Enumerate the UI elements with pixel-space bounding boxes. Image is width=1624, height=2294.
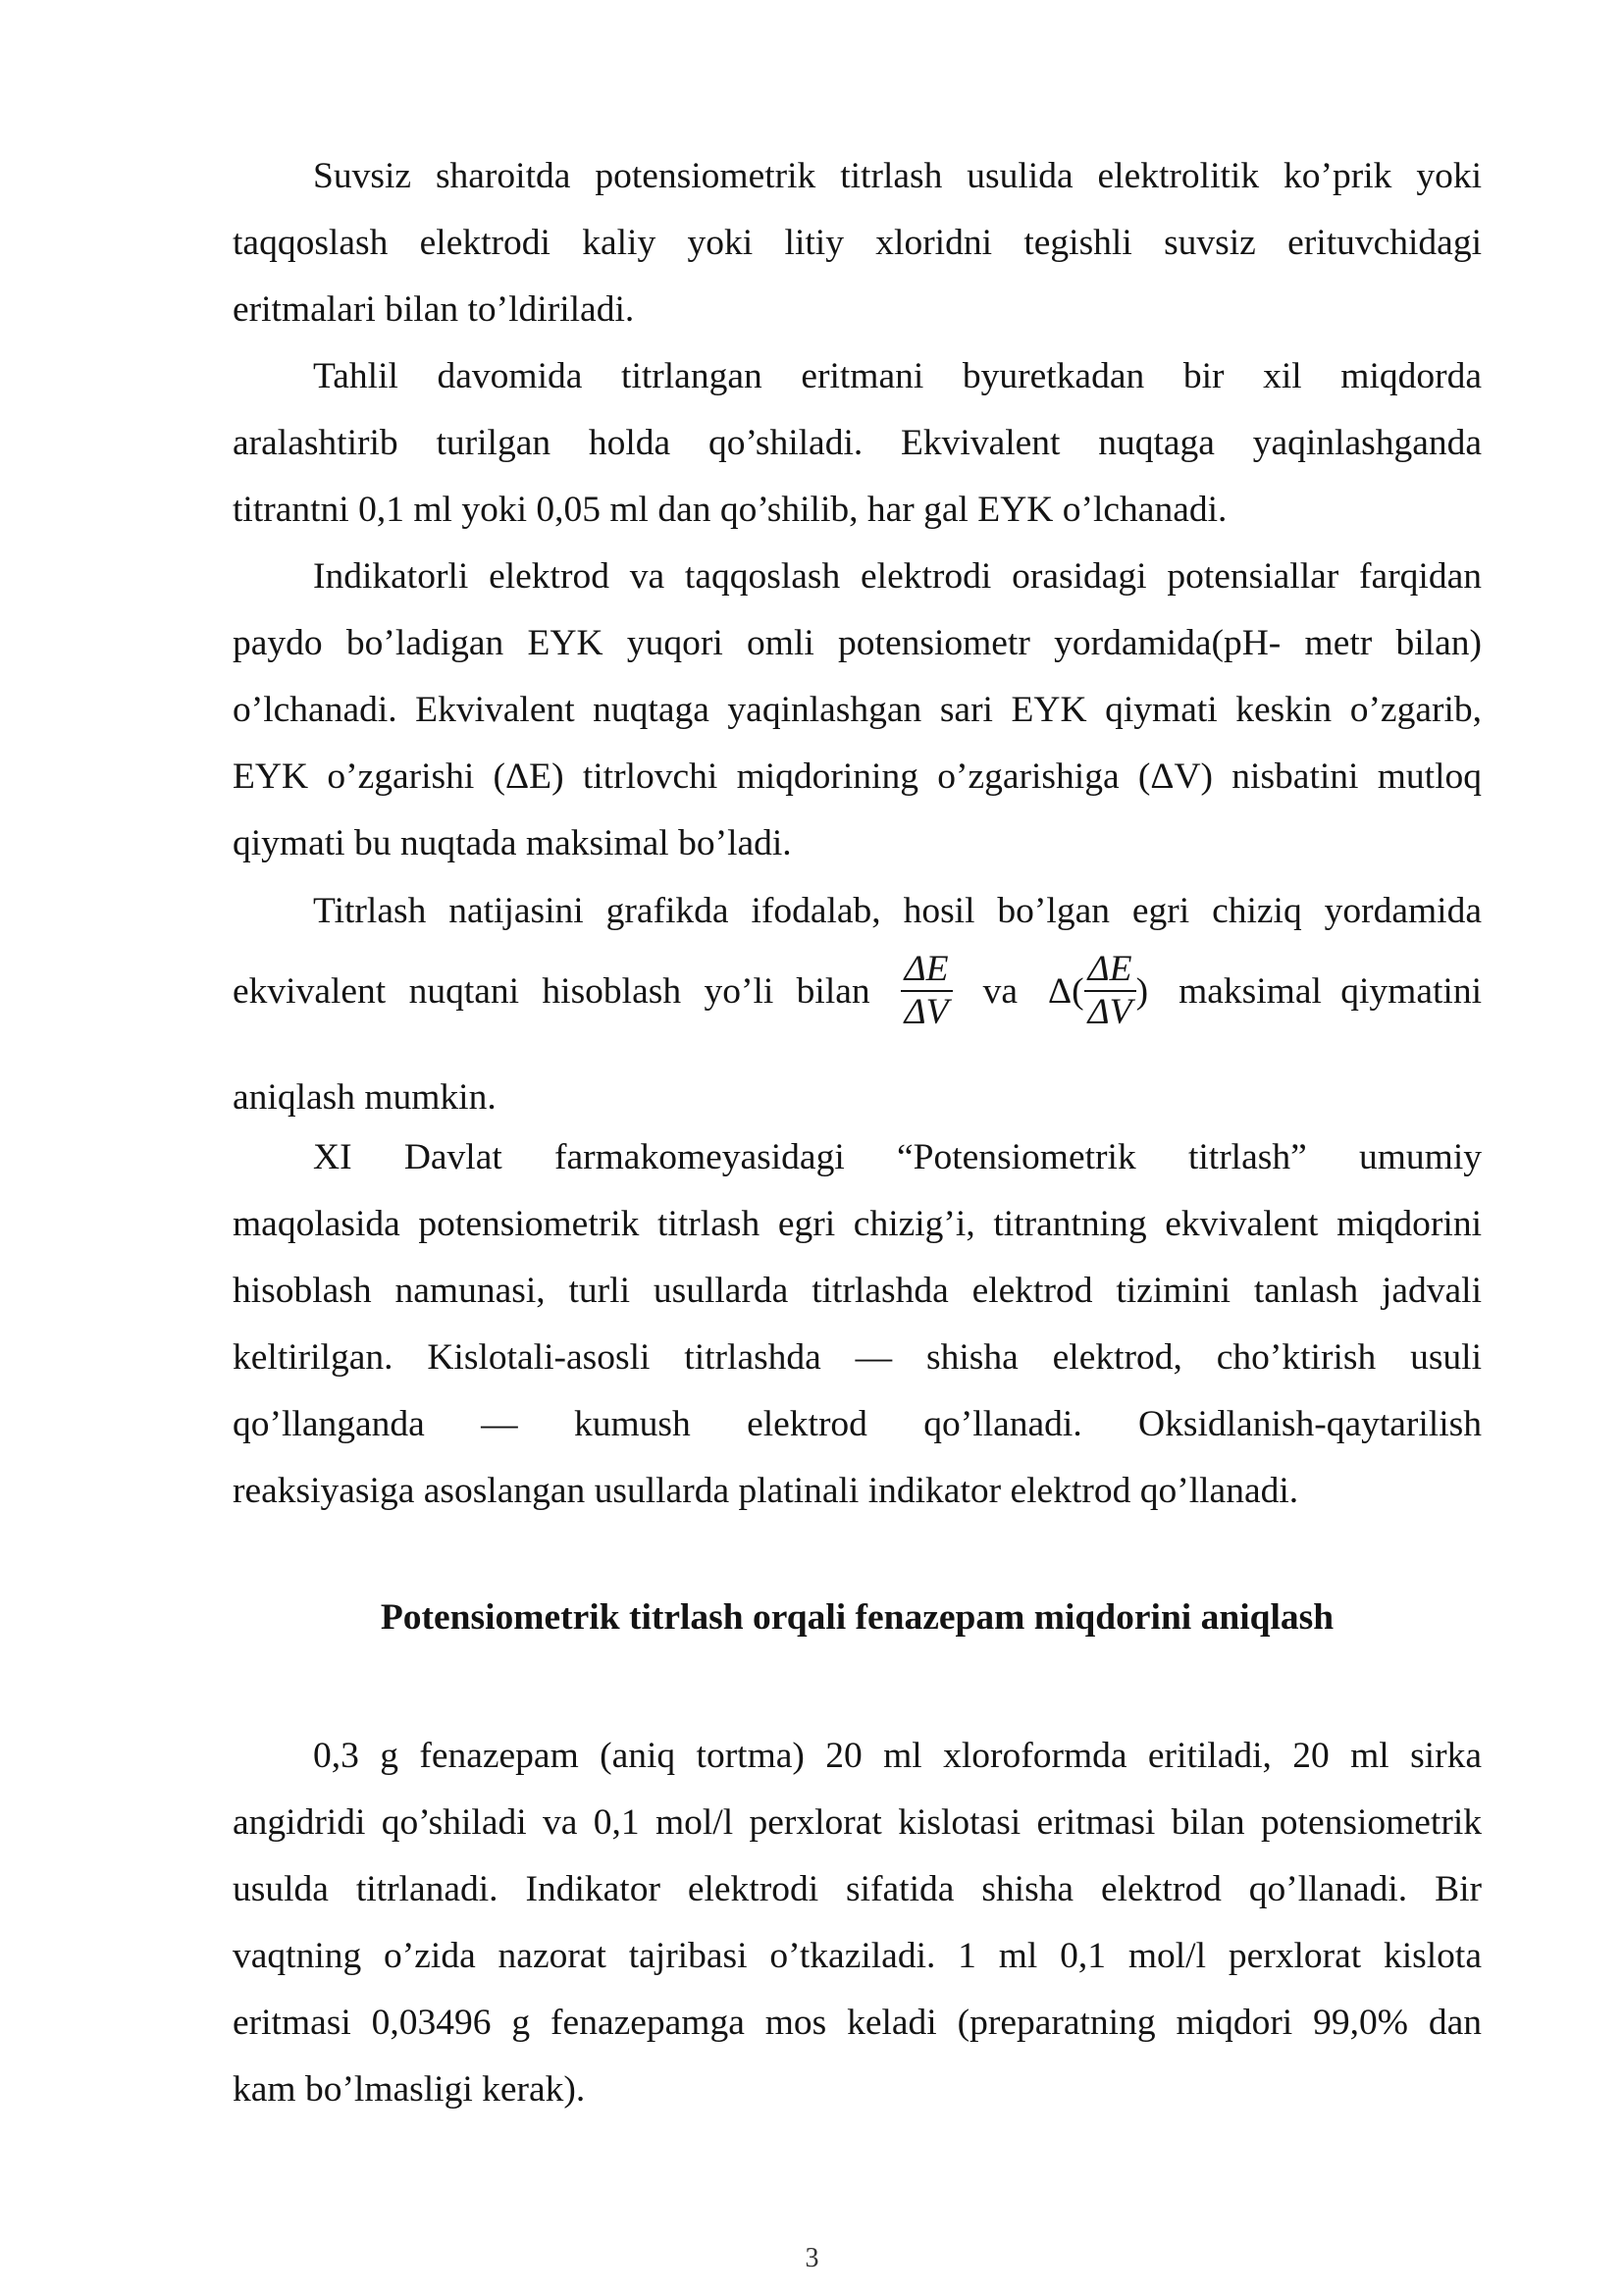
delta-close: ) <box>1135 970 1149 1012</box>
text-line: qiymati bu nuqtada maksimal bo’ladi. <box>233 823 792 863</box>
text-line: Tahlil davomida titrlangan eritmani byuretkadan bir xil miqdorda <box>313 356 1482 396</box>
text-line: maqolasida potensiometrik titrlash egri chizig’i, titrantning ekvivalent miqdorini <box>233 1204 1482 1244</box>
formula-text-middle: va <box>982 970 1019 1012</box>
text-line: Suvsiz sharoitda potensiometrik titrlash usulida elektrolitik ko’prik yoki <box>313 156 1482 196</box>
formula-text-before: ekvivalent nuqtani hisoblash yo’li bilan <box>233 970 870 1012</box>
text-line: aralashtirib turilgan holda qo’shiladi. Ekvivalent nuqtaga yaqinlashganda <box>233 423 1482 463</box>
paragraph-4 <box>233 878 1482 945</box>
fraction-numerator: ΔE <box>1084 949 1136 992</box>
text-line: XI Davlat farmakomeyasidagi “Potensiometrik titrlash” umumiy <box>313 1137 1482 1177</box>
delta-expression <box>1048 949 1148 1033</box>
paragraph-4-end: aniqlash mumkin. <box>233 1077 497 1118</box>
fraction-delta-e-over-delta-v <box>901 949 953 1033</box>
delta-open: Δ( <box>1048 970 1084 1012</box>
paragraph-3 <box>233 544 1482 877</box>
text-line: 0,3 g fenazepam (aniq tortma) 20 ml xloroformda eritiladi, 20 ml sirka <box>313 1736 1482 1776</box>
text-line: reaksiyasiga asoslangan usullarda platinali indikator elektrod qo’llanadi. <box>233 1471 1299 1511</box>
text-line: eritmasi 0,03496 g fenazepamga mos keladi (preparatning miqdori 99,0% dan <box>233 2003 1482 2043</box>
text-line: taqqoslash elektrodi kaliy yoki litiy xloridni tegishli suvsiz erituvchidagi <box>233 223 1482 263</box>
paragraph-1 <box>233 143 1482 343</box>
text-line: Indikatorli elektrod va taqqoslash elektrodi orasidagi potensiallar farqidan <box>313 556 1482 597</box>
formula-text-after: maksimal qiymatini <box>1179 970 1482 1012</box>
text-line: qo’llanganda — kumush elektrod qo’llanadi. Oksidlanish-qaytarilish <box>233 1404 1482 1444</box>
text-line: paydo bo’ladigan EYK yuqori omli potensiometr yordamida(pH- metr bilan) <box>233 623 1482 663</box>
text-line: titrantni 0,1 ml yoki 0,05 ml dan qo’shilib, har gal EYK o’lchanadi. <box>233 490 1228 530</box>
formula-line <box>233 947 1482 1035</box>
text-line: keltirilgan. Kislotali-asosli titrlashda — shisha elektrod, cho’ktirish usuli <box>233 1337 1482 1378</box>
text-line: eritmalari bilan to’ldiriladi. <box>233 289 635 330</box>
fraction-denominator: ΔV <box>904 992 949 1032</box>
page-number: 3 <box>805 2243 819 2273</box>
fraction-numerator: ΔE <box>901 949 953 992</box>
text-line: angidridi qo’shiladi va 0,1 mol/l perxlorat kislotasi eritmasi bilan potensiometrik <box>233 1802 1482 1843</box>
text-line: vaqtning o’zida nazorat tajribasi o’tkaziladi. 1 ml 0,1 mol/l perxlorat kislota <box>233 1936 1482 1976</box>
paragraph-2 <box>233 343 1482 544</box>
text-line: hisoblash namunasi, turli usullarda titrlashda elektrod tizimini tanlash jadvali <box>233 1271 1482 1311</box>
section-heading: Potensiometrik titrlash orqali fenazepam miqdorini aniqlash <box>380 1597 1335 1638</box>
text-line: usulda titrlanadi. Indikator elektrodi sifatida shisha elektrod qo’llanadi. Bir <box>233 1869 1482 1909</box>
fraction-inner <box>1084 949 1136 1033</box>
paragraph-6 <box>233 1723 1482 2123</box>
text-line: Titrlash natijasini grafikda ifodalab, hosil bo’lgan egri chiziq yordamida <box>313 891 1482 931</box>
text-line: o’lchanadi. Ekvivalent nuqtaga yaqinlashgan sari EYK qiymati keskin o’zgarib, <box>233 690 1482 730</box>
fraction-denominator: ΔV <box>1087 992 1132 1032</box>
paragraph-5 <box>233 1124 1482 1525</box>
text-line: EYK o’zgarishi (ΔE) titrlovchi miqdorining o’zgarishiga (ΔV) nisbatini mutloq <box>233 756 1482 797</box>
text-line: kam bo’lmasligi kerak). <box>233 2069 586 2110</box>
